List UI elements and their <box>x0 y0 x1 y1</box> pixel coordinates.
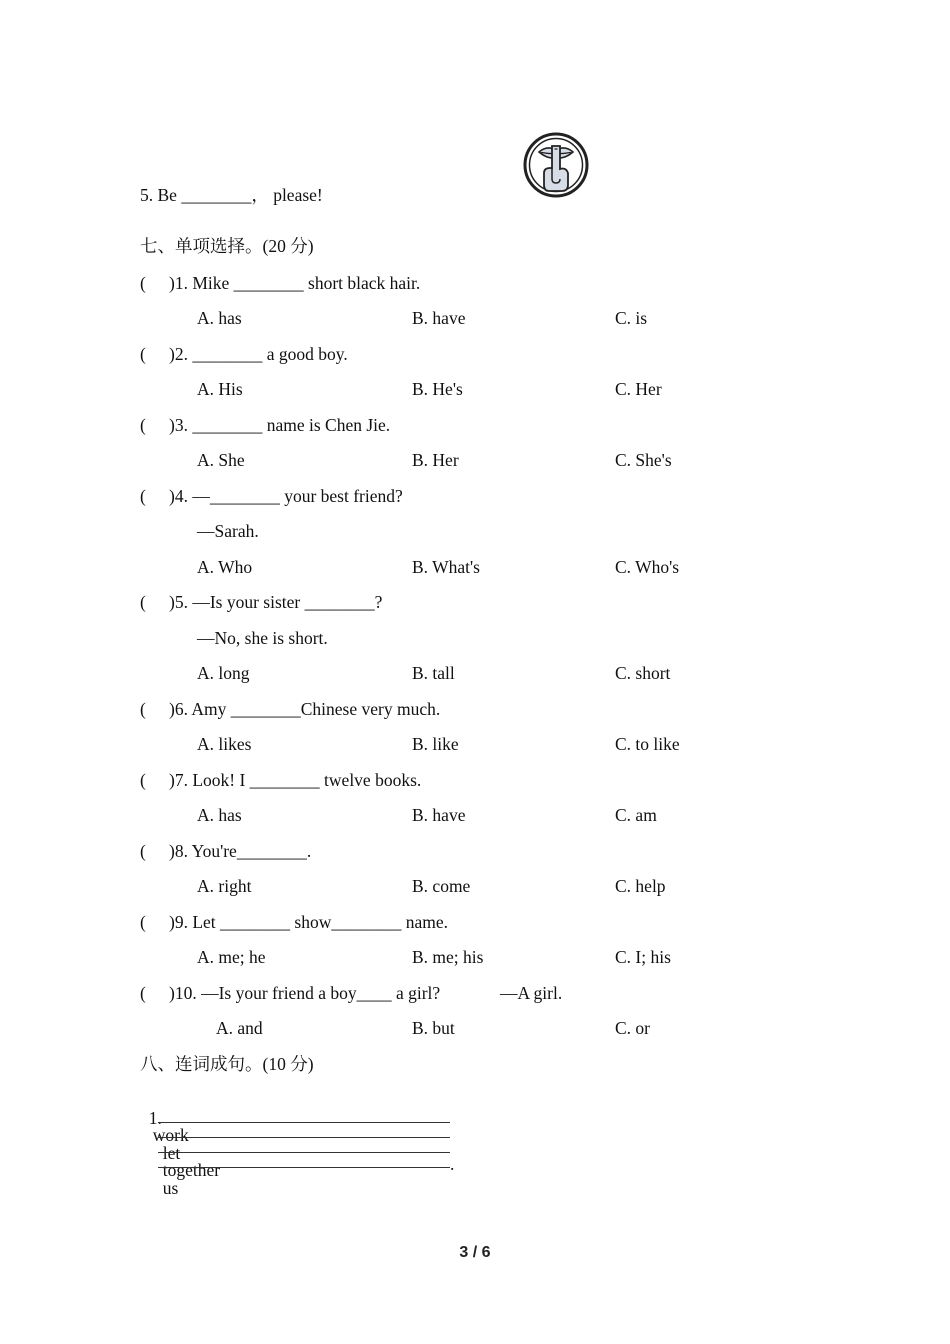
question-5-be: 5. Be ________， please! <box>140 185 323 205</box>
question-stem: )4. —________ your best friend? <box>169 486 403 506</box>
question-dialogue: —No, she is short. <box>197 628 328 648</box>
option-b: B. have <box>412 805 466 825</box>
option-c: C. is <box>615 308 648 328</box>
option-c: C. Who's <box>615 557 680 577</box>
option-a: A. likes <box>197 734 252 754</box>
word-us: us <box>162 1177 179 1198</box>
question-stem: )6. Amy ________Chinese very much. <box>169 699 441 719</box>
option-c: C. am <box>615 805 657 825</box>
answer-paren[interactable]: ( <box>140 592 146 612</box>
question-stem: )8. You're________. <box>169 841 312 861</box>
answer-line[interactable] <box>158 1167 450 1168</box>
answer-paren[interactable]: ( <box>140 344 146 364</box>
question-stem: )9. Let ________ show________ name. <box>169 912 448 932</box>
question-dialogue: —Sarah. <box>197 521 259 541</box>
option-c: C. to like <box>615 734 680 754</box>
be-quiet-icon <box>522 131 590 199</box>
word-let: let <box>162 1142 181 1163</box>
option-a: A. has <box>197 805 242 825</box>
option-a: A. right <box>197 876 252 896</box>
page-number: 3 / 6 <box>459 1244 491 1261</box>
option-a: A. and <box>216 1018 263 1038</box>
answer-paren[interactable]: ( <box>140 983 146 1003</box>
question-stem: )1. Mike ________ short black hair. <box>169 273 421 293</box>
answer-line[interactable] <box>158 1122 450 1123</box>
option-b: B. but <box>412 1018 455 1038</box>
option-b: B. have <box>412 308 466 328</box>
option-b: B. come <box>412 876 471 896</box>
answer-paren[interactable]: ( <box>140 273 146 293</box>
word-work: work <box>152 1125 189 1145</box>
question-stem: )5. —Is your sister ________? <box>169 592 383 612</box>
answer-line[interactable] <box>158 1137 450 1138</box>
answer-paren[interactable]: ( <box>140 770 146 790</box>
answer-paren[interactable]: ( <box>140 415 146 435</box>
question-answer-text: —A girl. <box>500 983 563 1003</box>
option-a: A. His <box>197 379 243 399</box>
option-b: B. like <box>412 734 459 754</box>
word-together: together <box>162 1160 221 1180</box>
question-stem: )3. ________ name is Chen Jie. <box>169 415 391 435</box>
option-b: B. tall <box>412 663 455 683</box>
answer-paren[interactable]: ( <box>140 841 146 861</box>
answer-paren[interactable]: ( <box>140 912 146 932</box>
option-b: B. He's <box>412 379 463 399</box>
section-8-title: 八、连词成句。(10 分) <box>140 1054 314 1074</box>
option-a: A. long <box>197 663 250 683</box>
question-stem: )7. Look! I ________ twelve books. <box>169 770 422 790</box>
option-b: B. Her <box>412 450 459 470</box>
section-7-title: 七、单项选择。(20 分) <box>140 236 314 256</box>
option-a: A. me; he <box>197 947 266 967</box>
reorder-item-1 <box>140 1092 220 1197</box>
option-b: B. me; his <box>412 947 484 967</box>
answer-paren[interactable]: ( <box>140 699 146 719</box>
answer-paren[interactable]: ( <box>140 486 146 506</box>
option-c: C. help <box>615 876 666 896</box>
option-c: C. or <box>615 1018 650 1038</box>
item-number: 1. <box>148 1107 162 1128</box>
option-c: C. I; his <box>615 947 671 967</box>
option-b: B. What's <box>412 557 480 577</box>
option-c: C. Her <box>615 379 662 399</box>
option-a: A. has <box>197 308 242 328</box>
question-stem: )10. —Is your friend a boy____ a girl? <box>169 983 441 1003</box>
option-a: A. She <box>197 450 245 470</box>
option-c: C. She's <box>615 450 672 470</box>
option-a: A. Who <box>197 557 253 577</box>
option-c: C. short <box>615 663 671 683</box>
answer-line[interactable] <box>158 1152 450 1153</box>
question-stem: )2. ________ a good boy. <box>169 344 348 364</box>
end-period: . <box>450 1154 455 1174</box>
